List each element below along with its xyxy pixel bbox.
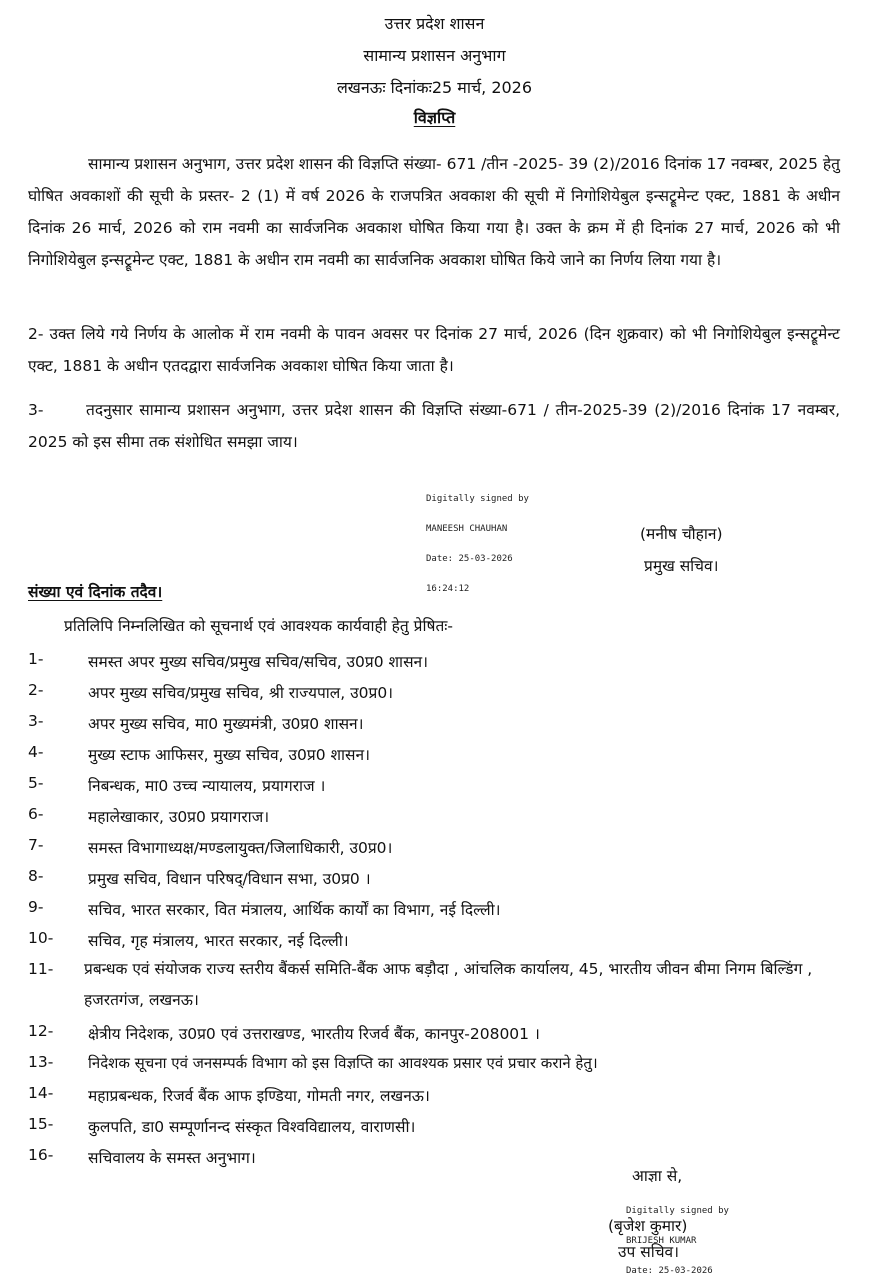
list-item-text: कुलपति, डा0 सम्पूर्णानन्द संस्कृत विश्वविद्यालय, वाराणसी। — [88, 1118, 416, 1136]
list-item-text: सचिव, गृह मंत्रालय, भारत सरकार, नई दिल्ली। — [88, 932, 349, 950]
digital-signature-2 — [626, 1186, 729, 1286]
list-item-number: 13- — [28, 1053, 54, 1071]
paragraph-3-text: तदनुसार सामान्य प्रशासन अनुभाग, उत्तर प्रदेश शासन की विज्ञप्ति संख्या-671 / तीन-2025-39 (2)/2016 दिनांक 17 नवम्बर, 2025 को इस सीमा तक संशोधित समझा जाय। — [28, 401, 840, 451]
list-item-number: 6- — [28, 805, 44, 823]
signatory-name-2: (बृजेश कुमार) — [608, 1217, 688, 1235]
list-item-text: समस्त विभागाध्यक्ष/मण्डलायुक्त/जिलाधिकारी, उ0प्र0। — [88, 839, 393, 857]
list-item-text: समस्त अपर मुख्य सचिव/प्रमुख सचिव/सचिव, उ0प्र0 शासन। — [88, 653, 429, 671]
list-item-number: 15- — [28, 1115, 54, 1133]
signatory-designation-1: प्रमुख सचिव। — [644, 557, 719, 575]
list-item-number: 4- — [28, 743, 44, 761]
digital-signature-1-line: 16:24:12 — [426, 584, 470, 594]
list-item-number: 7- — [28, 836, 44, 854]
digital-signature-1-line: MANEESH CHAUHAN — [426, 524, 508, 534]
list-item-number: 11- — [28, 960, 54, 978]
list-item-text: सचिव, भारत सरकार, वित मंत्रालय, आर्थिक कार्यों का विभाग, नई दिल्ली। — [88, 901, 501, 919]
signatory-designation-2: उप सचिव। — [618, 1243, 680, 1261]
list-item-text: मुख्य स्टाफ आफिसर, मुख्य सचिव, उ0प्र0 शासन। — [88, 746, 370, 764]
signatory-name-1: (मनीष चौहान) — [640, 525, 723, 543]
list-item-number: 10- — [28, 929, 54, 947]
by-order-text: आज्ञा से, — [632, 1167, 683, 1185]
paragraph-3-number: 3- — [28, 401, 44, 419]
list-item-number: 14- — [28, 1084, 54, 1102]
list-item-number: 5- — [28, 774, 44, 792]
list-item-text: प्रबन्धक एवं संयोजक राज्य स्तरीय बैंकर्स समिति-बैंक आफ बड़ौदा , आंचलिक कार्यालय, 45, भारतीय जीवन बीमा निगम बिल्डिंग , हजरतगंज, लखनऊ। — [84, 960, 813, 1009]
list-item-text: निबन्धक, मा0 उच्च न्यायालय, प्रयागराज । — [88, 777, 326, 795]
digital-signature-2-line: BRIJESH KUMAR — [626, 1236, 697, 1246]
list-item-text: महालेखाकार, उ0प्र0 प्रयागराज। — [88, 808, 270, 826]
copy-heading: संख्या एवं दिनांक तदैव। — [28, 583, 163, 601]
list-item-number: 8- — [28, 867, 44, 885]
paragraph-2: 2- उक्त लिये गये निर्णय के आलोक में राम नवमी के पावन अवसर पर दिनांक 27 मार्च, 2026 (दिन शुक्रवार) को भी निगोशियेबुल इन्सट्रूमेन्ट एक्ट, 1881 के अधीन एतदद्वारा सार्वजनिक अवकाश घोषित किया जाता है। — [28, 325, 840, 375]
header-line-2: सामान्य प्रशासन अनुभाग — [363, 46, 506, 65]
header-date: लखनऊः दिनांकः25 मार्च, 2026 — [336, 78, 533, 97]
document-title — [0, 106, 869, 128]
paragraph-1: सामान्य प्रशासन अनुभाग, उत्तर प्रदेश शासन की विज्ञप्ति संख्या- 671 /तीन -2025- 39 (2)/2016 दिनांक 17 नवम्बर, 2025 हेतु घोषित अवकाशों की सूची के प्रस्तर- 2 (1) में वर्ष 2026 के राजपत्रित अवकाश की सूची में निगोशियेबुल इन्सट्रूमेन्ट एक्ट, 1881 के अधीन दिनांक 26 मार्च, 2026 को राम नवमी का सार्वजनिक अवकाश घोषित किया गया है। उक्त के क्रम में ही दिनांक 27 मार्च, 2026 को भी निगोशियेबुल इन्सट्रूमेन्ट एक्ट, 1881 के अधीन राम नवमी का सार्वजनिक अवकाश घोषित किये जाने का निर्णय लिया गया है। — [28, 155, 840, 269]
digital-signature-1-line: Digitally signed by — [426, 494, 529, 504]
digital-signature-2-line: Digitally signed by — [626, 1206, 729, 1216]
digital-signature-1-line: Date: 25-03-2026 — [426, 554, 513, 564]
list-item-text: प्रमुख सचिव, विधान परिषद्/विधान सभा, उ0प्र0 । — [88, 870, 371, 888]
header-line-1: उत्तर प्रदेश शासन — [384, 14, 485, 33]
list-item-number: 1- — [28, 650, 44, 668]
digital-signature-1 — [426, 474, 529, 604]
list-item-text: अपर मुख्य सचिव, मा0 मुख्यमंत्री, उ0प्र0 शासन। — [88, 715, 364, 733]
list-item-number: 12- — [28, 1022, 54, 1040]
list-item-text: निदेशक सूचना एवं जनसम्पर्क विभाग को इस विज्ञप्ति का आवश्यक प्रसार एवं प्रचार कराने हेतु। — [88, 1054, 598, 1072]
list-item-text: महाप्रबन्धक, रिजर्व बैंक आफ इण्डिया, गोमती नगर, लखनऊ। — [88, 1087, 430, 1105]
list-item-text: क्षेत्रीय निदेशक, उ0प्र0 एवं उत्तराखण्ड, भारतीय रिजर्व बैंक, कानपुर-208001 । — [88, 1025, 540, 1043]
list-item-number: 9- — [28, 898, 44, 916]
document-title-text: विज्ञप्ति — [413, 108, 456, 127]
list-item-number: 3- — [28, 712, 44, 730]
list-item-number: 2- — [28, 681, 44, 699]
list-item-text: अपर मुख्य सचिव/प्रमुख सचिव, श्री राज्यपाल, उ0प्र0। — [88, 684, 394, 702]
list-item-number: 16- — [28, 1146, 54, 1164]
paragraph-3 — [28, 394, 840, 458]
digital-signature-2-line: Date: 25-03-2026 — [626, 1266, 713, 1276]
list-item-text: सचिवालय के समस्त अनुभाग। — [88, 1149, 256, 1167]
copy-intro: प्रतिलिपि निम्नलिखित को सूचनार्थ एवं आवश्यक कार्यवाही हेतु प्रेषितः- — [64, 617, 454, 635]
